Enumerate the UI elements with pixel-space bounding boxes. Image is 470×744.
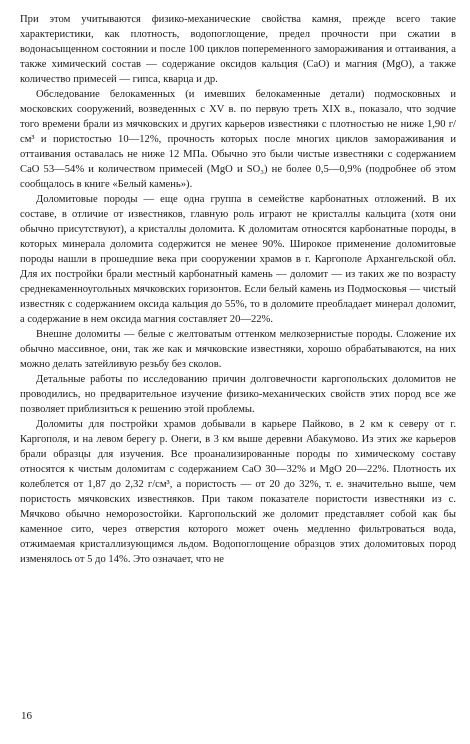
- paragraph: Обследование белокаменных (и имевших белокаменные детали) подмосковных и московских сооружений, возведенных с XV в. по первую треть XIX в., показало, что зодчие того времени брали из мячковских и других карьеров известняки с плотностью не ниже 1,90 г/см³ и пористостью 10—12%, прочность которых после многих циклов замораживания и оттаивания оставалась не ниже 12 МПа. Обычно это были чистые известняки с содержанием CaO 53—54% и количеством примесей (MgO и SO₃) не более 0,5—0,9% (подробнее об этом сообщалось в книге «Белый камень»).: [20, 89, 456, 190]
- paragraph: Внешне доломиты — белые с желтоватым оттенком мелкозернистые породы. Сложение их обычно массивное, они, так же как и мячковские известняки, хорошо обрабатываются, на них можно делать затейливую резьбу без сколов.: [20, 329, 456, 370]
- paragraph: При этом учитываются физико-механические свойства камня, прежде всего такие характеристики, как плотность, водопоглощение, предел прочности при сжатии в водонасыщенном состоянии и после 100 циклов попеременного замораживания и оттаивания, а также химический состав — содержание оксидов кальция (CaO) и магния (MgO), а также количество примесей — гипса, кварца и др.: [20, 14, 456, 85]
- paragraph: Доломиты для постройки храмов добывали в карьере Пайково, в 2 км к северу от г. Каргополя, и на левом берегу р. Онеги, в 3 км выше деревни Абакумово. Из этих же карьеров брали образцы для изучения. Все проанализированные породы по химическому составу относятся к чистым доломитам с содержанием CaO 30—32% и MgO 20—22%. Плотность их колеблется от 1,87 до 2,32 г/см³, а пористость — от 20 до 32%, т. е. значительно выше, чем пористость мячковских известняков. При таком показателе пористости известняки из с. Мячково обычно неморозостойки. Каргопольский же доломит представляет собой как бы каменное сито, через отверстия которого может очень медленно фильтроваться вода, отжимаемая кристаллизующимся льдом. Водопоглощение образцов этих доломитовых пород изменялось от 5 до 14%. Это означает, что не: [20, 419, 456, 565]
- body-text: [20, 12, 456, 567]
- page-number: 16: [21, 710, 32, 722]
- paragraph: Доломитовые породы — еще одна группа в семействе карбонатных отложений. В их составе, в отличие от известняков, главную роль играют не кристаллы кальцита (хотя они обычно присутствуют), а кристаллы доломита. К доломитам относятся карбонатные породы, в которых минерала доломита содержится не менее 90%. Широкое применение доломитовые породы нашли в прошедшие века при сооружении храмов в г. Каргополе Архангельской обл. Для их постройки брали местный карбонатный камень — доломит — из таких же по возрасту среднекаменноугольных мячковских горизонтов. Если белый камень из Подмосковья — чистый известняк с содержанием оксида кальция до 55%, то в доломите преобладает минерал доломит, а содержание в нем оксида магния составляет 20—22%.: [20, 194, 456, 325]
- paragraph: Детальные работы по исследованию причин долговечности каргопольских доломитов не проводились, но предварительное изучение физико-механических свойств этих пород все же позволяет приблизиться к решению этой проблемы.: [20, 374, 456, 415]
